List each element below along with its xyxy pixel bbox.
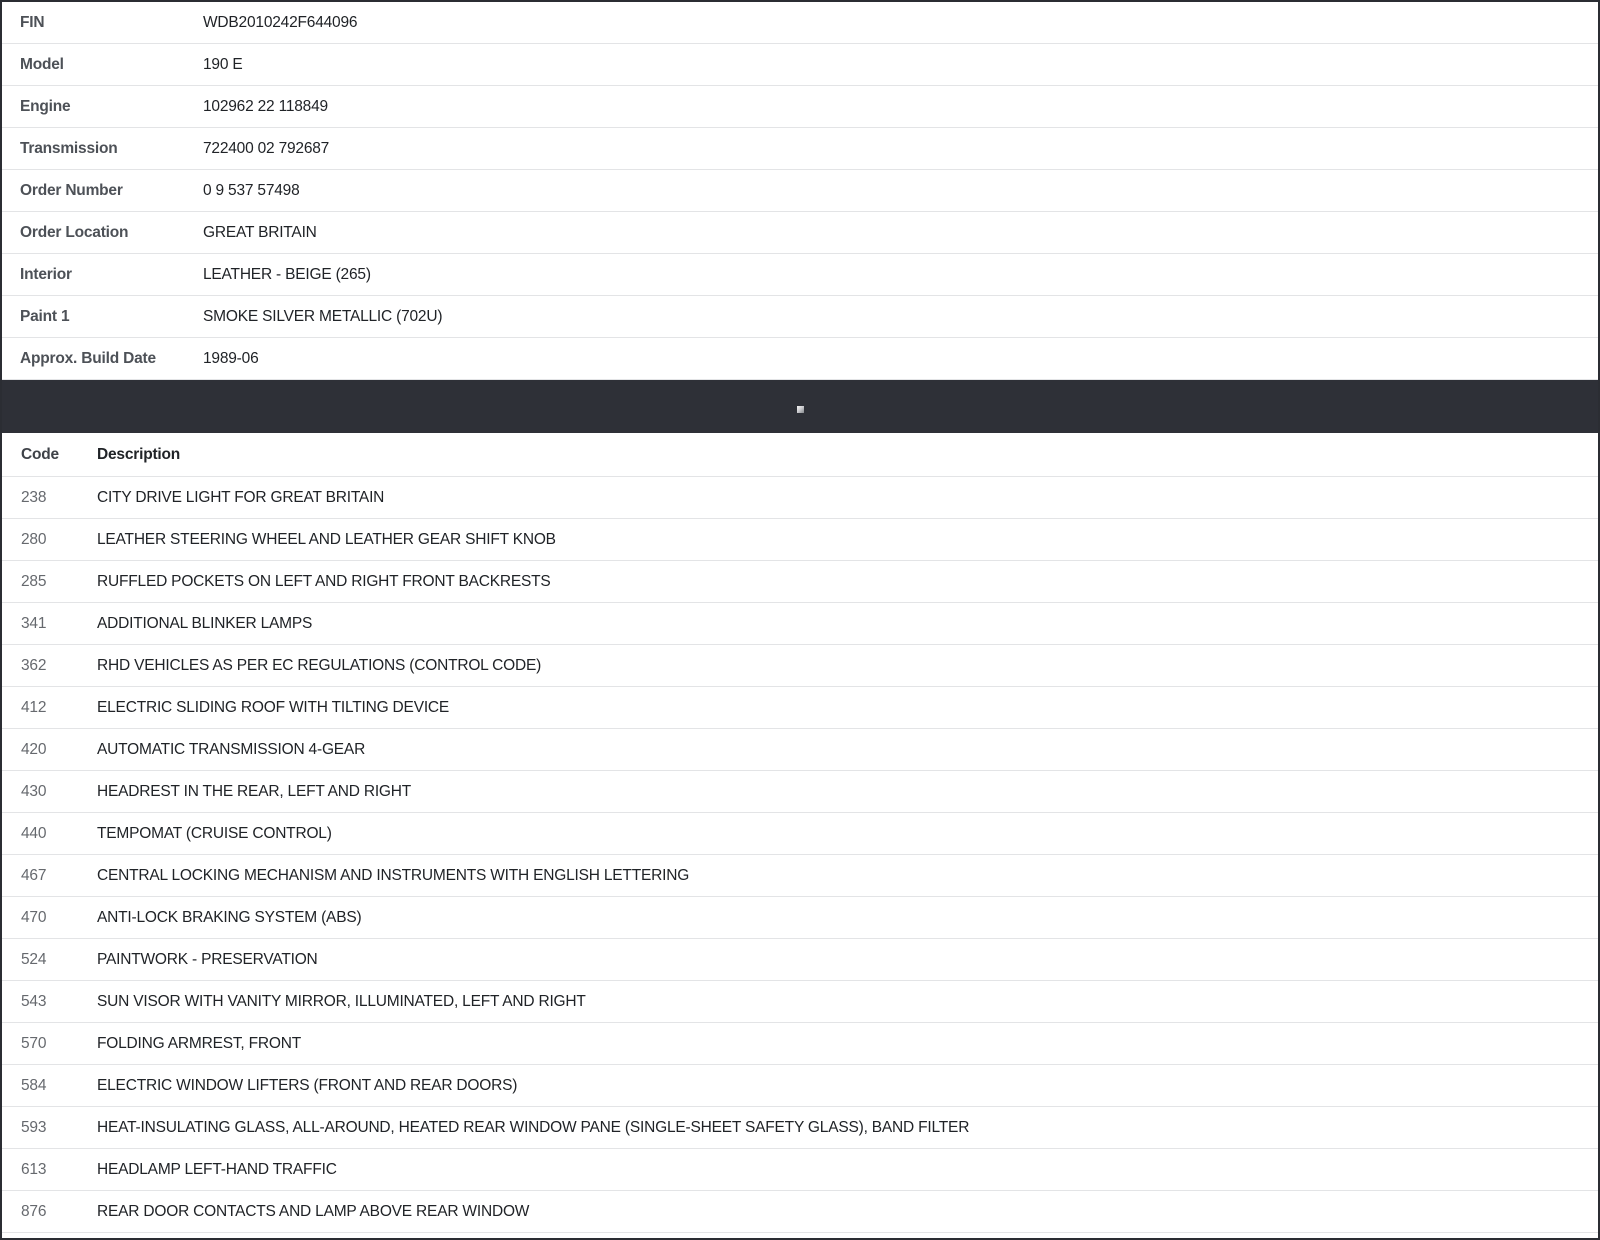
option-code: 524	[21, 950, 47, 968]
option-description: RHD VEHICLES AS PER EC REGULATIONS (CONTROL CODE)	[97, 656, 542, 674]
option-code: 570	[21, 1034, 47, 1052]
vehicle-info-table	[2, 2, 1598, 380]
vehicle-info-row	[2, 128, 1598, 170]
vehicle-info-row	[2, 254, 1598, 296]
vehicle-info-label: Order Location	[20, 223, 129, 241]
option-description: SUN VISOR WITH VANITY MIRROR, ILLUMINATED, LEFT AND RIGHT	[97, 992, 586, 1010]
vehicle-info-row	[2, 338, 1598, 380]
option-code-row	[2, 519, 1598, 561]
option-code: 412	[21, 698, 47, 716]
option-code: 470	[21, 908, 47, 926]
option-code: 593	[21, 1118, 47, 1136]
option-code-row	[2, 813, 1598, 855]
option-description: HEAT-INSULATING GLASS, ALL-AROUND, HEATED REAR WINDOW PANE (SINGLE-SHEET SAFETY GLASS), BAND FILTER	[97, 1118, 970, 1136]
vehicle-info-value: 102962 22 118849	[203, 97, 328, 115]
option-code: 430	[21, 782, 47, 800]
vehicle-info-label: Model	[20, 55, 64, 73]
option-description: HEADREST IN THE REAR, LEFT AND RIGHT	[97, 782, 412, 800]
option-code: 362	[21, 656, 47, 674]
option-code: 440	[21, 824, 47, 842]
vehicle-info-row	[2, 170, 1598, 212]
vehicle-info-row	[2, 2, 1598, 44]
vehicle-info-row	[2, 44, 1598, 86]
vehicle-info-label: Transmission	[20, 139, 118, 157]
option-code: 238	[21, 488, 47, 506]
option-code-row	[2, 981, 1598, 1023]
option-code: 613	[21, 1160, 47, 1178]
option-code: 467	[21, 866, 47, 884]
vehicle-info-value: GREAT BRITAIN	[203, 223, 317, 241]
broken-image-icon	[797, 406, 804, 413]
option-description: ANTI-LOCK BRAKING SYSTEM (ABS)	[97, 908, 362, 926]
option-code: 584	[21, 1076, 47, 1094]
vehicle-info-row	[2, 212, 1598, 254]
option-description: PAINTWORK - PRESERVATION	[97, 950, 318, 968]
option-code-row	[2, 1065, 1598, 1107]
description-column-header: Description	[97, 445, 181, 463]
option-code-row	[2, 771, 1598, 813]
option-code-row	[2, 1149, 1598, 1191]
vehicle-info-label: Paint 1	[20, 307, 70, 325]
code-column-header: Code	[21, 445, 59, 463]
vehicle-info-value: SMOKE SILVER METALLIC (702U)	[203, 307, 443, 325]
option-description: REAR DOOR CONTACTS AND LAMP ABOVE REAR WINDOW	[97, 1202, 530, 1220]
option-description: CITY DRIVE LIGHT FOR GREAT BRITAIN	[97, 488, 385, 506]
option-description: RUFFLED POCKETS ON LEFT AND RIGHT FRONT BACKRESTS	[97, 572, 551, 590]
vehicle-info-row	[2, 86, 1598, 128]
option-code-row	[2, 687, 1598, 729]
option-code: 420	[21, 740, 47, 758]
option-code: 543	[21, 992, 47, 1010]
vehicle-info-value: WDB2010242F644096	[203, 13, 358, 31]
option-code: 876	[21, 1202, 47, 1220]
vehicle-info-value: 1989-06	[203, 349, 259, 367]
option-code-row	[2, 561, 1598, 603]
option-codes-table	[2, 433, 1598, 1233]
option-code-row	[2, 1107, 1598, 1149]
option-code-row	[2, 1191, 1598, 1233]
option-description: AUTOMATIC TRANSMISSION 4-GEAR	[97, 740, 366, 758]
option-code-row	[2, 603, 1598, 645]
option-description: ELECTRIC WINDOW LIFTERS (FRONT AND REAR DOORS)	[97, 1076, 518, 1094]
option-code-row	[2, 645, 1598, 687]
vehicle-info-label: Interior	[20, 265, 72, 283]
option-description: ELECTRIC SLIDING ROOF WITH TILTING DEVICE	[97, 698, 450, 716]
vehicle-info-label: Order Number	[20, 181, 123, 199]
vehicle-info-value: 0 9 537 57498	[203, 181, 300, 199]
option-description: CENTRAL LOCKING MECHANISM AND INSTRUMENTS WITH ENGLISH LETTERING	[97, 866, 690, 884]
section-divider-bar	[2, 380, 1598, 433]
vehicle-info-value: 722400 02 792687	[203, 139, 330, 157]
option-description: HEADLAMP LEFT-HAND TRAFFIC	[97, 1160, 337, 1178]
option-code-row	[2, 1023, 1598, 1065]
option-code-row	[2, 897, 1598, 939]
option-codes-header-row	[2, 433, 1598, 477]
option-description: FOLDING ARMREST, FRONT	[97, 1034, 302, 1052]
option-code-row	[2, 477, 1598, 519]
vehicle-info-label: Approx. Build Date	[20, 349, 156, 367]
vehicle-info-value: 190 E	[203, 55, 243, 73]
option-description: LEATHER STEERING WHEEL AND LEATHER GEAR SHIFT KNOB	[97, 530, 556, 548]
option-description: ADDITIONAL BLINKER LAMPS	[97, 614, 313, 632]
option-code-row	[2, 729, 1598, 771]
vehicle-info-label: FIN	[20, 13, 45, 31]
vehicle-info-value: LEATHER - BEIGE (265)	[203, 265, 371, 283]
option-code: 285	[21, 572, 47, 590]
option-code: 341	[21, 614, 47, 632]
option-code-row	[2, 855, 1598, 897]
vehicle-info-label: Engine	[20, 97, 71, 115]
option-description: TEMPOMAT (CRUISE CONTROL)	[97, 824, 332, 842]
option-code-row	[2, 939, 1598, 981]
option-code: 280	[21, 530, 47, 548]
vehicle-info-row	[2, 296, 1598, 338]
